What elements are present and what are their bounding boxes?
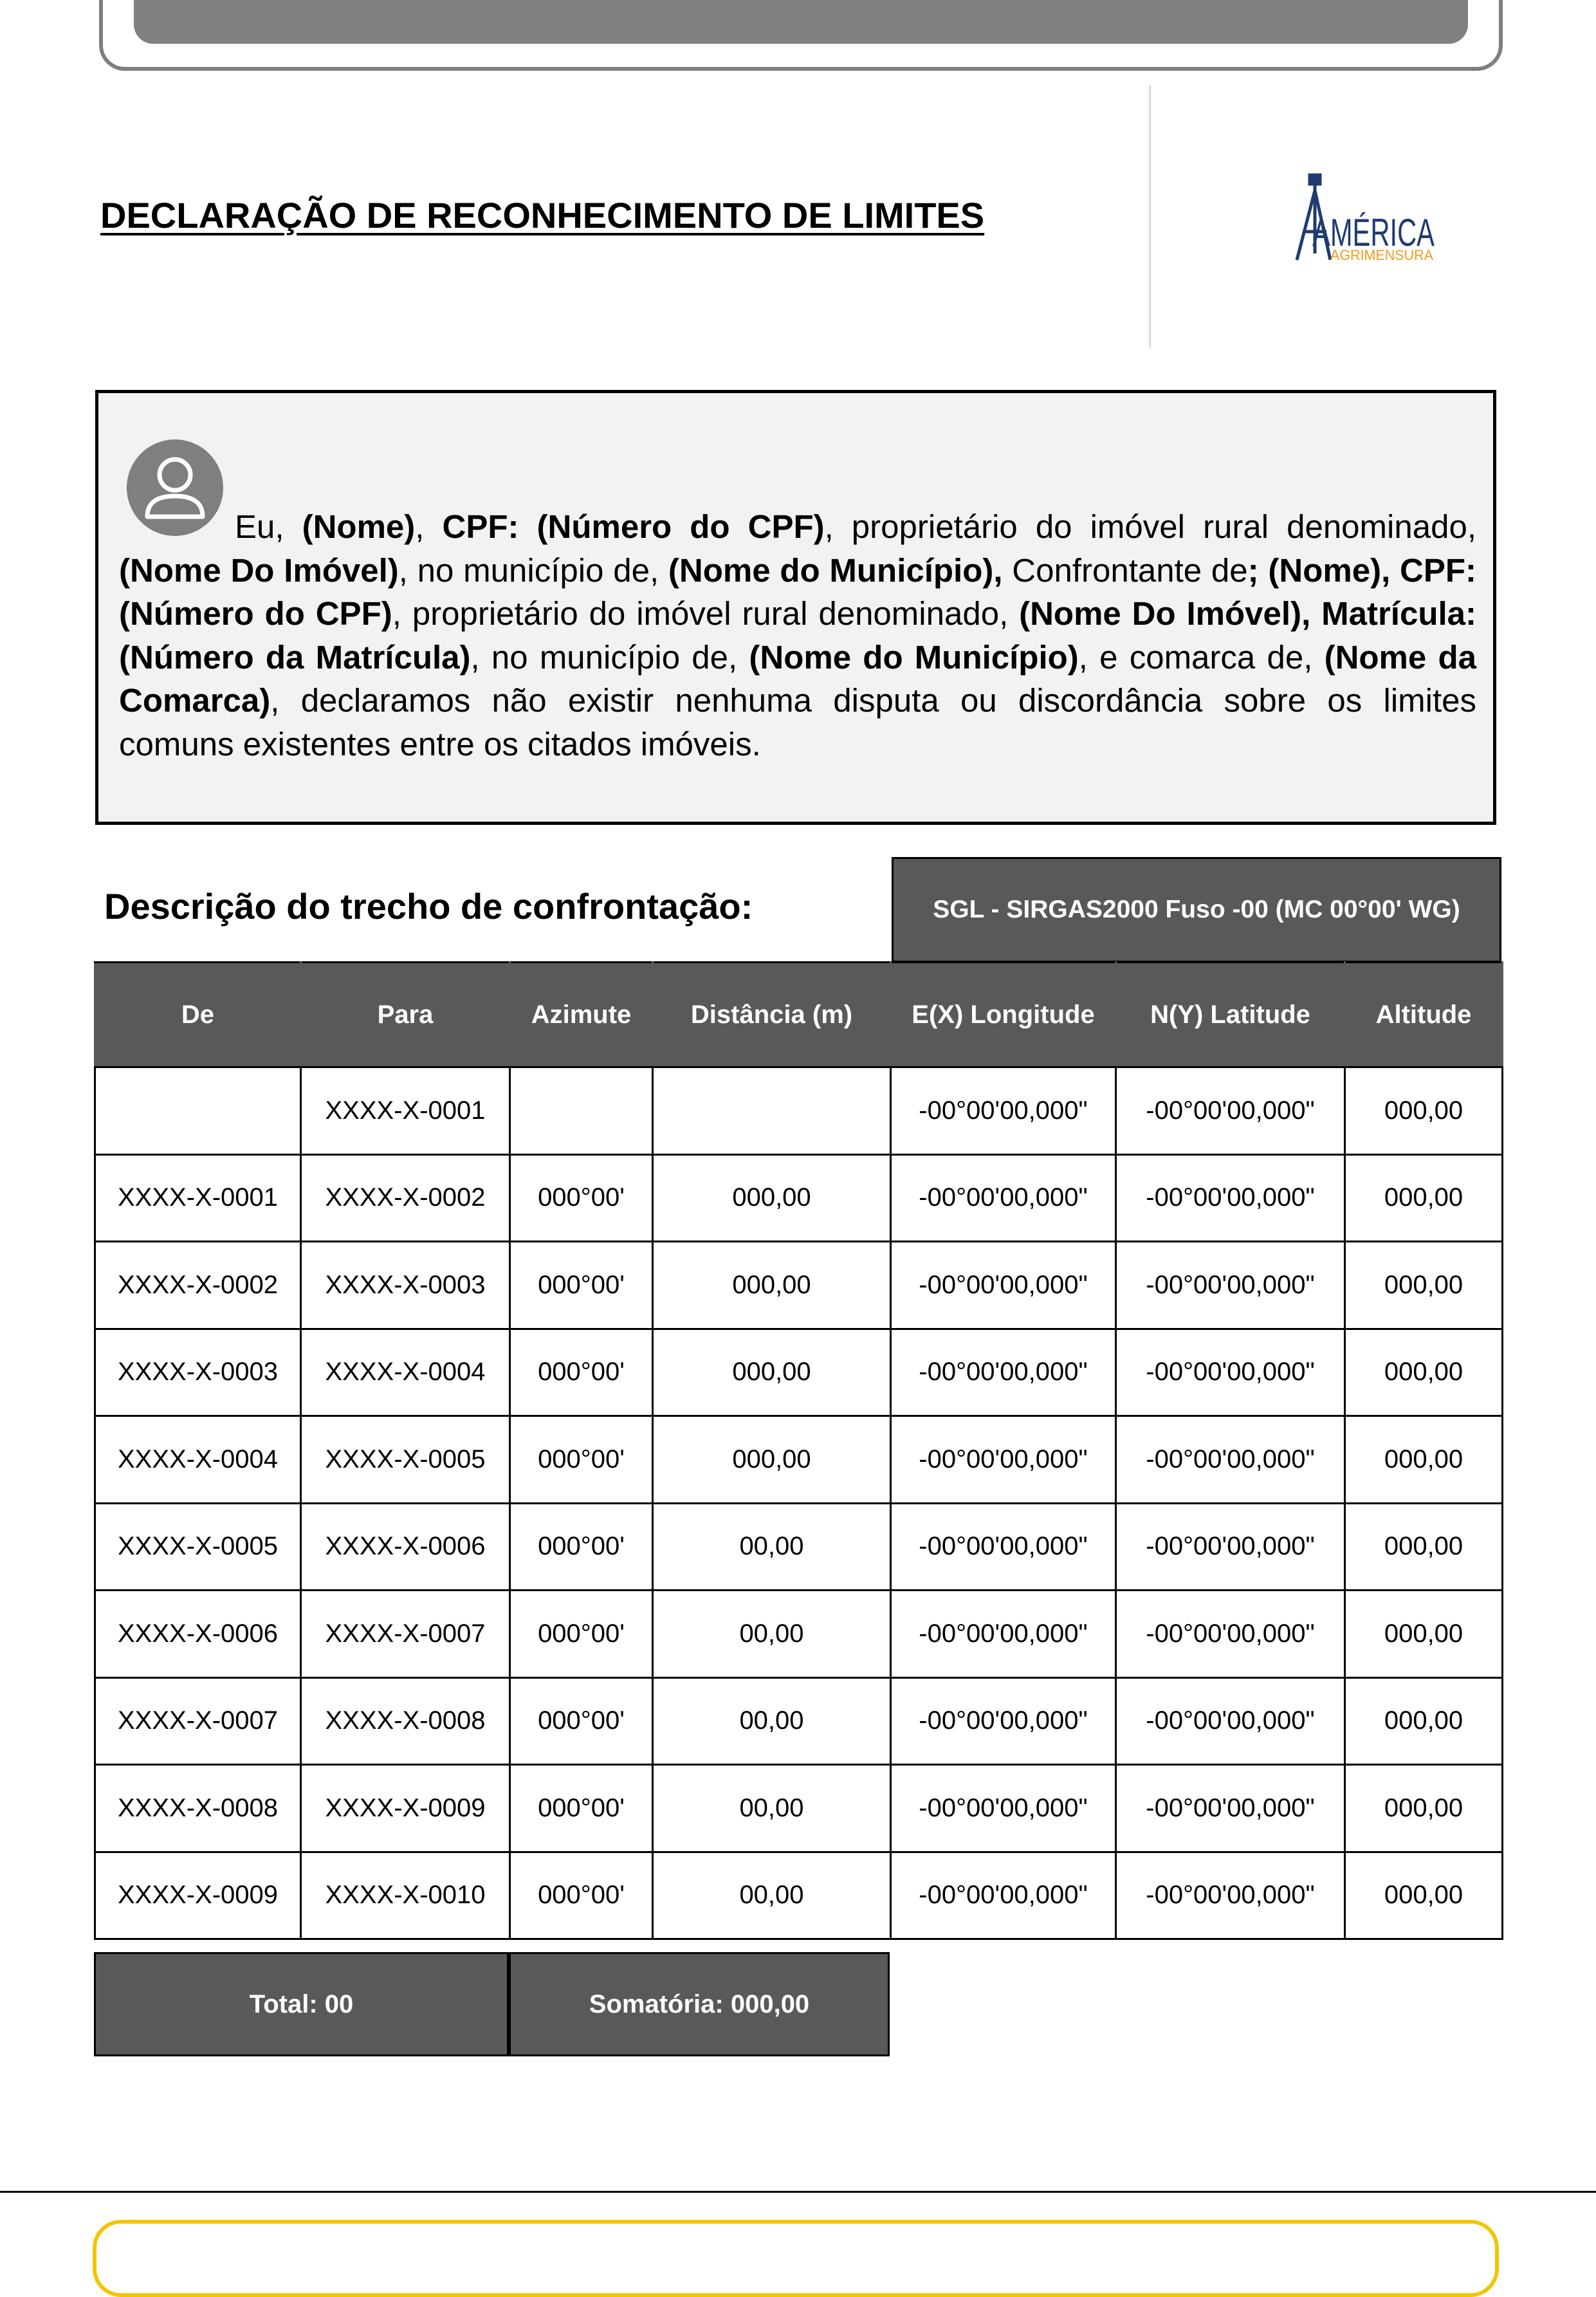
table-cell: 000°00': [510, 1591, 653, 1678]
table-cell: XXXX-X-0006: [95, 1591, 301, 1678]
table-cell: -00°00'00,000": [891, 1242, 1116, 1329]
table-cell: 000°00': [510, 1677, 653, 1765]
column-header: De: [95, 963, 301, 1067]
table-cell: XXXX-X-0007: [95, 1677, 301, 1765]
table-cell: [95, 1067, 301, 1155]
table-cell: -00°00'00,000": [1116, 1416, 1345, 1504]
table-cell: 000°00': [510, 1503, 653, 1591]
logo-main-text: AMÉRICA: [1312, 211, 1435, 254]
table-cell: 00,00: [653, 1765, 891, 1852]
table-cell: XXXX-X-0010: [301, 1852, 510, 1939]
table-cell: 000°00': [510, 1242, 653, 1329]
table-cell: -00°00'00,000": [891, 1591, 1116, 1678]
table-cell: XXXX-X-0008: [301, 1677, 510, 1765]
table-cell: XXXX-X-0006: [301, 1503, 510, 1591]
table-cell: 000,00: [1345, 1591, 1503, 1678]
table-cell: 000,00: [653, 1416, 891, 1504]
table-cell: XXXX-X-0004: [95, 1416, 301, 1504]
table-cell: 000°00': [510, 1329, 653, 1416]
table-cell: -00°00'00,000": [891, 1765, 1116, 1852]
coordinate-system-label: SGL - SIRGAS2000 Fuso -00 (MC 00°00' WG): [892, 857, 1501, 963]
table-cell: XXXX-X-0009: [301, 1765, 510, 1852]
table-row: [95, 1329, 1503, 1416]
total-count: Total: 00: [94, 1952, 509, 2056]
header-divider: [1149, 85, 1151, 347]
table-cell: 000,00: [1345, 1503, 1503, 1591]
table-row: [95, 1765, 1503, 1852]
column-header: N(Y) Latitude: [1116, 963, 1345, 1067]
declaration-box: [95, 390, 1496, 825]
table-cell: XXXX-X-0005: [95, 1503, 301, 1591]
table-cell: -00°00'00,000": [1116, 1242, 1345, 1329]
logo-sub-text: AGRIMENSURA: [1330, 247, 1434, 263]
table-cell: XXXX-X-0004: [301, 1329, 510, 1416]
table-cell: -00°00'00,000": [891, 1416, 1116, 1504]
table-cell: 000,00: [1345, 1852, 1503, 1939]
footer-divider: [0, 2191, 1596, 2193]
table-row: [95, 1591, 1503, 1678]
table-cell: 000°00': [510, 1154, 653, 1242]
table-cell: -00°00'00,000": [1116, 1329, 1345, 1416]
table-cell: XXXX-X-0003: [95, 1329, 301, 1416]
footer-frame: [93, 2220, 1499, 2297]
table-cell: -00°00'00,000": [891, 1329, 1116, 1416]
table-cell: 000°00': [510, 1765, 653, 1852]
table-row: [95, 1852, 1503, 1939]
table-cell: 000,00: [1345, 1765, 1503, 1852]
table-cell: XXXX-X-0002: [95, 1242, 301, 1329]
table-cell: XXXX-X-0009: [95, 1852, 301, 1939]
table-cell: -00°00'00,000": [1116, 1852, 1345, 1939]
table-cell: 000,00: [1345, 1154, 1503, 1242]
table-cell: -00°00'00,000": [1116, 1503, 1345, 1591]
table-cell: XXXX-X-0001: [301, 1067, 510, 1155]
table-cell: 000,00: [1345, 1677, 1503, 1765]
table-cell: XXXX-X-0002: [301, 1154, 510, 1242]
table-cell: [510, 1067, 653, 1155]
table-cell: -00°00'00,000": [1116, 1765, 1345, 1852]
table-cell: [653, 1067, 891, 1155]
table-cell: 000,00: [1345, 1242, 1503, 1329]
table-cell: XXXX-X-0007: [301, 1591, 510, 1678]
table-cell: 000,00: [1345, 1067, 1503, 1155]
header-frame: [99, 0, 1503, 71]
column-header: Distância (m): [653, 963, 891, 1067]
table-cell: 000,00: [1345, 1329, 1503, 1416]
table-cell: 000,00: [653, 1154, 891, 1242]
table-cell: -00°00'00,000": [891, 1154, 1116, 1242]
column-header: Para: [301, 963, 510, 1067]
table-row: [95, 1067, 1503, 1155]
table-cell: -00°00'00,000": [891, 1677, 1116, 1765]
table-row: [95, 1503, 1503, 1591]
table-cell: 000°00': [510, 1852, 653, 1939]
table-row: [95, 1242, 1503, 1329]
table-cell: -00°00'00,000": [1116, 1067, 1345, 1155]
table-cell: -00°00'00,000": [891, 1852, 1116, 1939]
document-title: DECLARAÇÃO DE RECONHECIMENTO DE LIMITES: [100, 195, 985, 235]
table-cell: -00°00'00,000": [1116, 1677, 1345, 1765]
table-body: [95, 1067, 1503, 1939]
table-cell: -00°00'00,000": [891, 1503, 1116, 1591]
column-header: E(X) Longitude: [891, 963, 1116, 1067]
table-cell: XXXX-X-0008: [95, 1765, 301, 1852]
table-cell: XXXX-X-0003: [301, 1242, 510, 1329]
table-cell: 000,00: [653, 1329, 891, 1416]
table-cell: 000°00': [510, 1416, 653, 1504]
table-cell: 00,00: [653, 1677, 891, 1765]
table-row: [95, 1154, 1503, 1242]
table-cell: 00,00: [653, 1591, 891, 1678]
total-distance: Somatória: 000,00: [509, 1952, 890, 2056]
table-row: [95, 1677, 1503, 1765]
boundary-table: [94, 961, 1503, 1940]
company-logo: [1292, 170, 1440, 266]
section-title: Descrição do trecho de confrontação:: [104, 886, 753, 927]
totals-row: [94, 1952, 890, 2056]
table-cell: -00°00'00,000": [1116, 1591, 1345, 1678]
declaration-text: Eu, (Nome), CPF: (Número do CPF), proprietário do imóvel rural denominado, (Nome Do Imóvel), no município de, (Nome do Município), Confrontante de; (Nome), CPF: (Número do CPF), proprietário do imóvel rural denominado, (Nome Do Imóvel), Matrícula: (Número da Matrícula), no município de, (Nome do Município), e comarca de, (Nome da Comarca), declaramos não existir nenhuma disputa ou discordância sobre os limites comuns existentes entre os citados imóveis.: [119, 508, 1477, 762]
table-cell: 00,00: [653, 1503, 891, 1591]
table-cell: XXXX-X-0001: [95, 1154, 301, 1242]
table-cell: XXXX-X-0005: [301, 1416, 510, 1504]
table-cell: -00°00'00,000": [1116, 1154, 1345, 1242]
column-header: Altitude: [1345, 963, 1503, 1067]
table-cell: 000,00: [653, 1242, 891, 1329]
table-header-row: [95, 963, 1503, 1067]
table-cell: 000,00: [1345, 1416, 1503, 1504]
column-header: Azimute: [510, 963, 653, 1067]
table-row: [95, 1416, 1503, 1504]
table-cell: 00,00: [653, 1852, 891, 1939]
table-cell: -00°00'00,000": [891, 1067, 1116, 1155]
header-bar: [134, 0, 1468, 44]
